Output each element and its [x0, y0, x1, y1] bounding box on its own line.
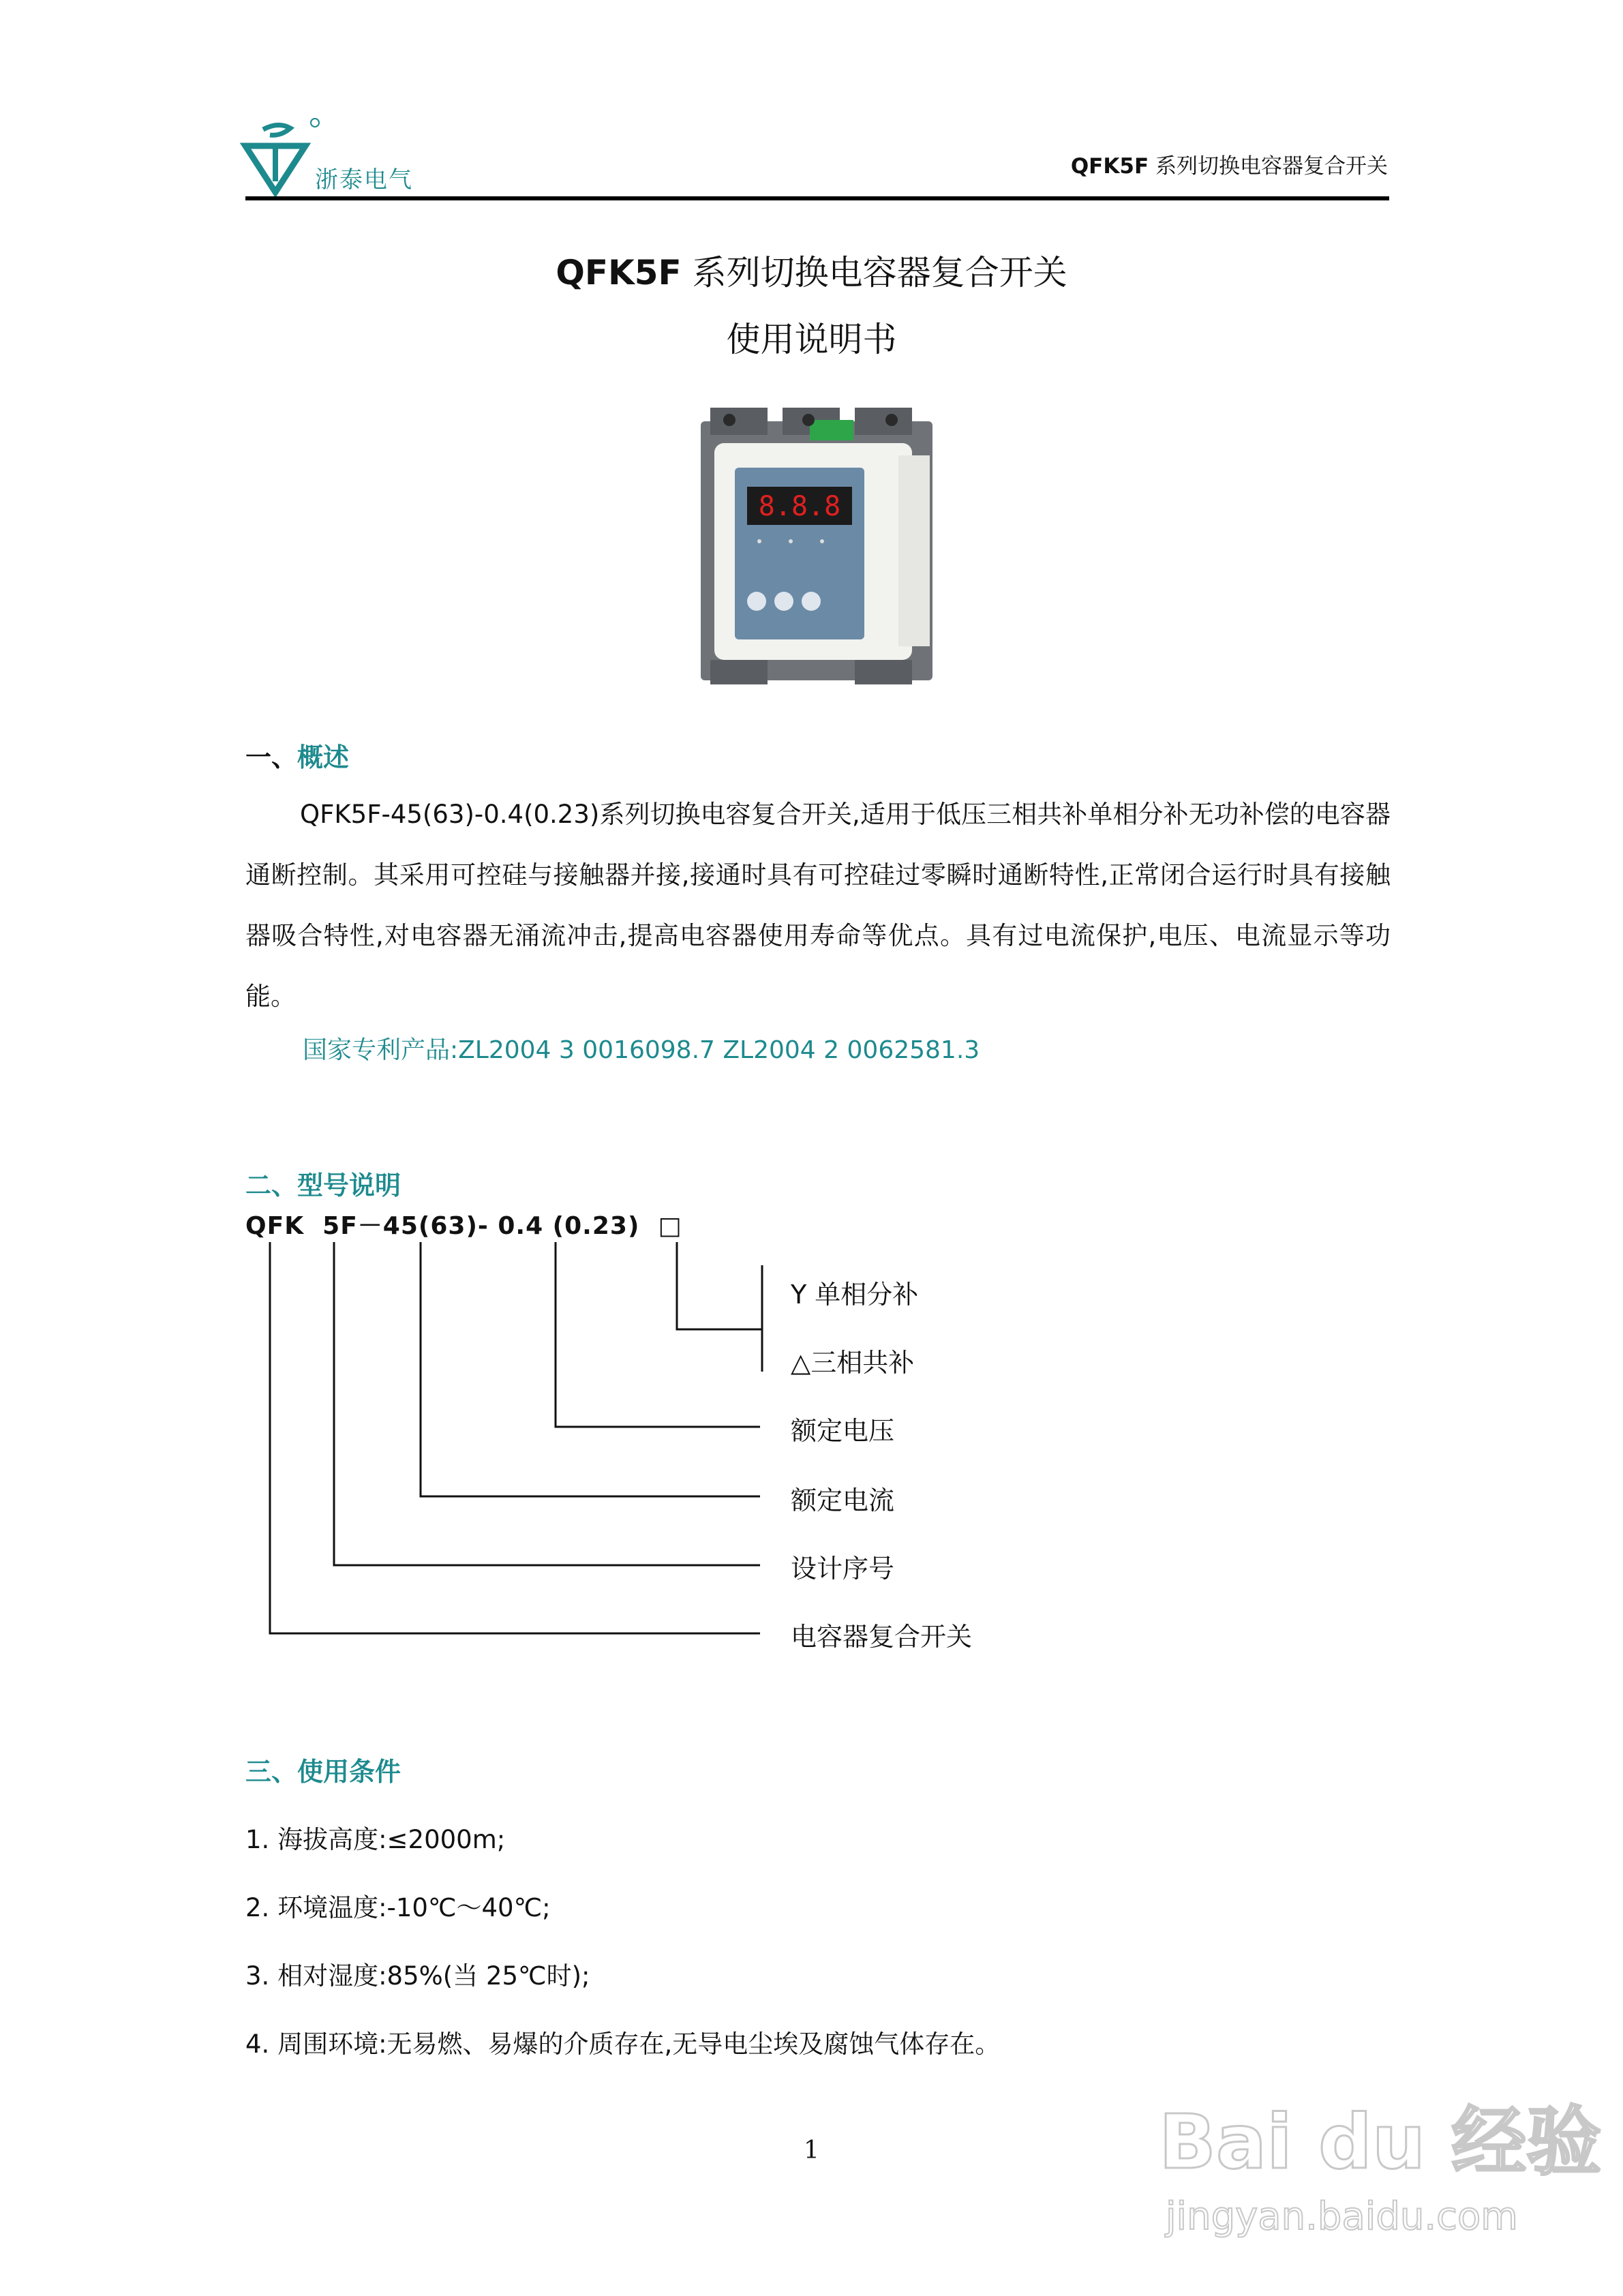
header-doc-name: 系列切换电容器复合开关: [1155, 154, 1388, 179]
label-composite-switch: 电容器复合开关: [791, 1622, 973, 1652]
label-rated-current: 额定电流: [791, 1485, 895, 1515]
section1-paragraph: QFK5F-45(63)-0.4(0.23)系列切换电容复合开关,适用于低压三相共补单相分补无功补偿的电容器通断控制。其采用可控硅与接触器并接,接通时具有可控硅过零瞬时通断特性,正常闭合运行时具有接触器吸合特性,对电容器无涌流冲击,提高电容器使用寿命等优点。具有过电流保护,电压、电流显示等功能。: [245, 800, 1391, 1011]
label-single-phase: Y 单相分补: [791, 1280, 919, 1310]
section1-heading-text: 概述: [297, 742, 350, 772]
document-subtitle: 使用说明书: [726, 320, 897, 359]
condition-item: 1. 海拔高度:≤2000m;: [245, 1825, 506, 1854]
model-code: QFK 5F－45(63)- 0.4 (0.23) □: [245, 1212, 682, 1240]
patent-line: 国家专利产品:ZL2004 3 0016098.7 ZL2004 2 0062581.3: [303, 1036, 980, 1064]
device-display-digits: 8.8.8: [758, 491, 841, 522]
condition-item: 2. 环境温度:-10℃～40℃;: [245, 1893, 551, 1922]
watermark-brand: Bai du 经验: [1159, 2098, 1602, 2186]
section2-heading: 二、型号说明: [245, 1170, 401, 1200]
condition-item: 4. 周围环境:无易燃、易爆的介质存在,无导电尘埃及腐蚀气体存在。: [245, 2029, 1001, 2059]
section1-heading-prefix: 一、: [245, 742, 298, 772]
logo-text: 浙泰电气: [315, 166, 413, 194]
section3-heading: 三、使用条件: [245, 1757, 401, 1787]
label-three-phase: △三相共补: [791, 1348, 915, 1378]
title-text: 系列切换电容器复合开关: [681, 253, 1067, 292]
baidu-jingyan-watermark: [1152, 2086, 1602, 2250]
page-number: 1: [804, 2136, 819, 2164]
label-rated-voltage: 额定电压: [791, 1416, 895, 1446]
condition-item: 3. 相对湿度:85%(当 25℃时);: [245, 1961, 590, 1991]
watermark-url: jingyan.baidu.com: [1166, 2194, 1518, 2239]
header-doc-code: QFK5F: [1070, 154, 1149, 179]
title-code: QFK5F: [556, 253, 682, 292]
label-design-number: 设计序号: [791, 1554, 895, 1584]
